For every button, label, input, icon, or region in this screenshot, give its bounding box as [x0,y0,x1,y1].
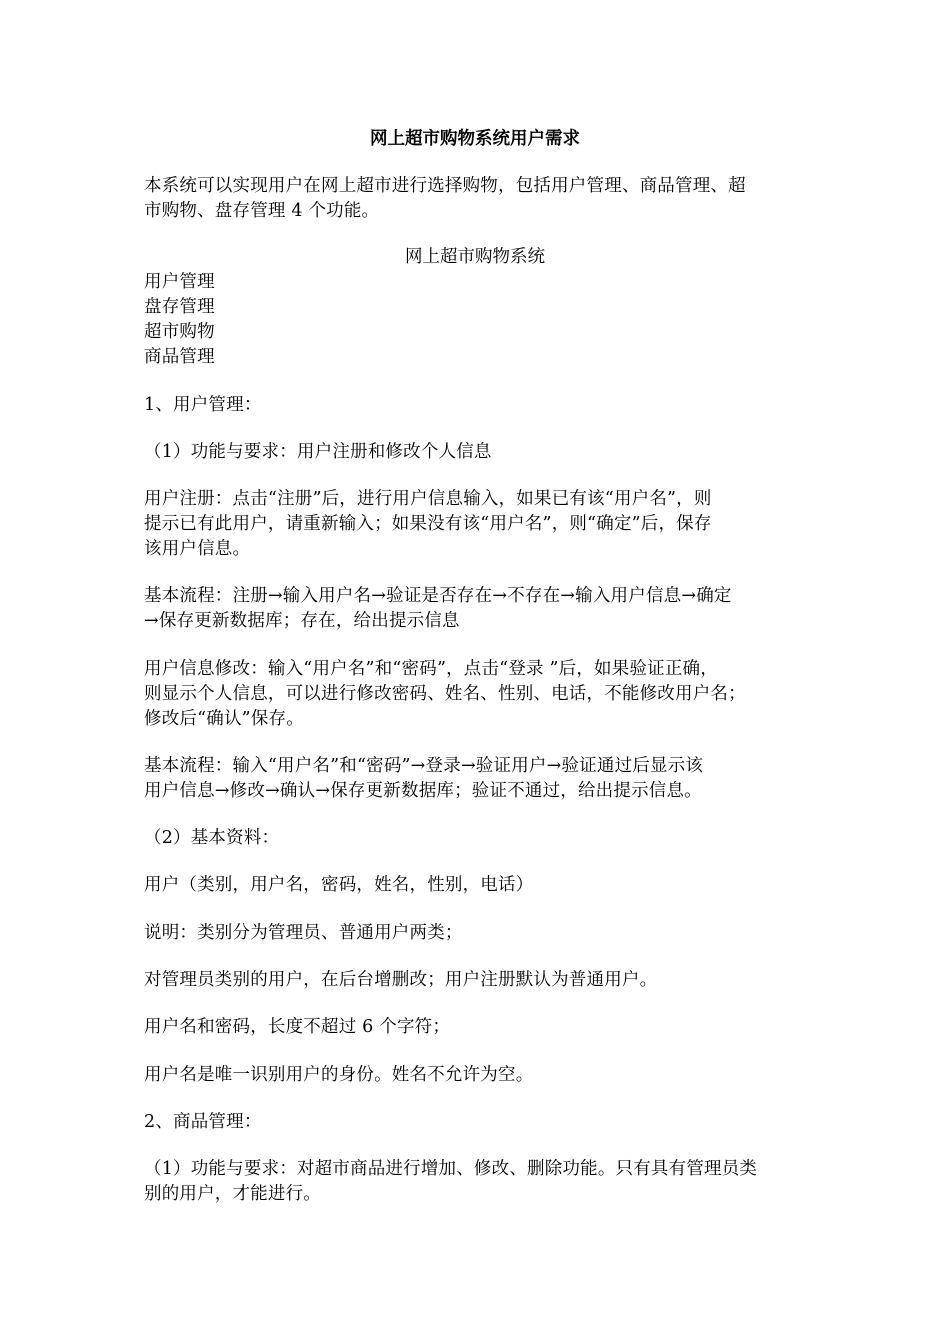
register-flow-line-2: →保存更新数据库；存在，给出提示信息 [144,611,460,631]
register-desc-line-3: 该用户信息。 [144,539,251,559]
module-item: 商品管理 [144,347,215,367]
intro-line-1: 本系统可以实现用户在网上超市进行选择购物，包括用户管理、商品管理、超 [144,176,746,196]
modify-flow-line-2: 用户信息→修改→确认→保存更新数据库；验证不通过，给出提示信息。 [144,781,702,801]
modify-flow-line-1: 基本流程：输入“用户名”和“密码”→登录→验证用户→验证通过后显示该 [144,756,704,776]
diagram-title: 网上超市购物系统 [405,247,545,267]
user-fields: 用户（类别，用户名，密码，姓名，性别，电话） [144,875,534,895]
section-1-heading: 1、用户管理： [144,395,262,415]
section-2-heading: 2、商品管理： [144,1112,262,1132]
register-desc-line-1: 用户注册：点击“注册”后，进行用户信息输入，如果已有该“用户名”，则 [144,489,712,509]
document-title: 网上超市购物系统用户需求 [370,129,580,149]
module-item: 用户管理 [144,272,215,292]
modify-desc-line-3: 修改后“确认”保存。 [144,709,304,729]
note-line: 用户名和密码，长度不超过 6 个字符； [144,1017,451,1037]
section-1-requirement: （1）功能与要求：用户注册和修改个人信息 [144,442,492,462]
module-item: 盘存管理 [144,297,215,317]
modify-desc-line-1: 用户信息修改：输入“用户名”和“密码”，点击“登录 ”后，如果验证正确， [144,659,718,679]
register-flow-line-1: 基本流程：注册→输入用户名→验证是否存在→不存在→输入用户信息→确定 [144,586,732,606]
intro-line-2: 市购物、盘存管理 4 个功能。 [144,201,380,221]
register-desc-line-2: 提示已有此用户，请重新输入；如果没有该“用户名”，则“确定”后，保存 [144,514,712,534]
note-line: 说明：类别分为管理员、普通用户两类； [144,923,463,943]
section-2-requirement-line-2: 别的用户，才能进行。 [144,1184,321,1204]
module-item: 超市购物 [144,322,215,342]
modify-desc-line-2: 则显示个人信息，可以进行修改密码、姓名、性别、电话，不能修改用户名； [144,684,746,704]
section-2-requirement-line-1: （1）功能与要求：对超市商品进行增加、修改、删除功能。只有具有管理员类 [144,1159,758,1179]
note-line: 对管理员类别的用户，在后台增删改；用户注册默认为普通用户。 [144,970,658,990]
basic-info-heading: （2）基本资料： [144,828,280,848]
note-line: 用户名是唯一识别用户的身份。姓名不允许为空。 [144,1065,534,1085]
